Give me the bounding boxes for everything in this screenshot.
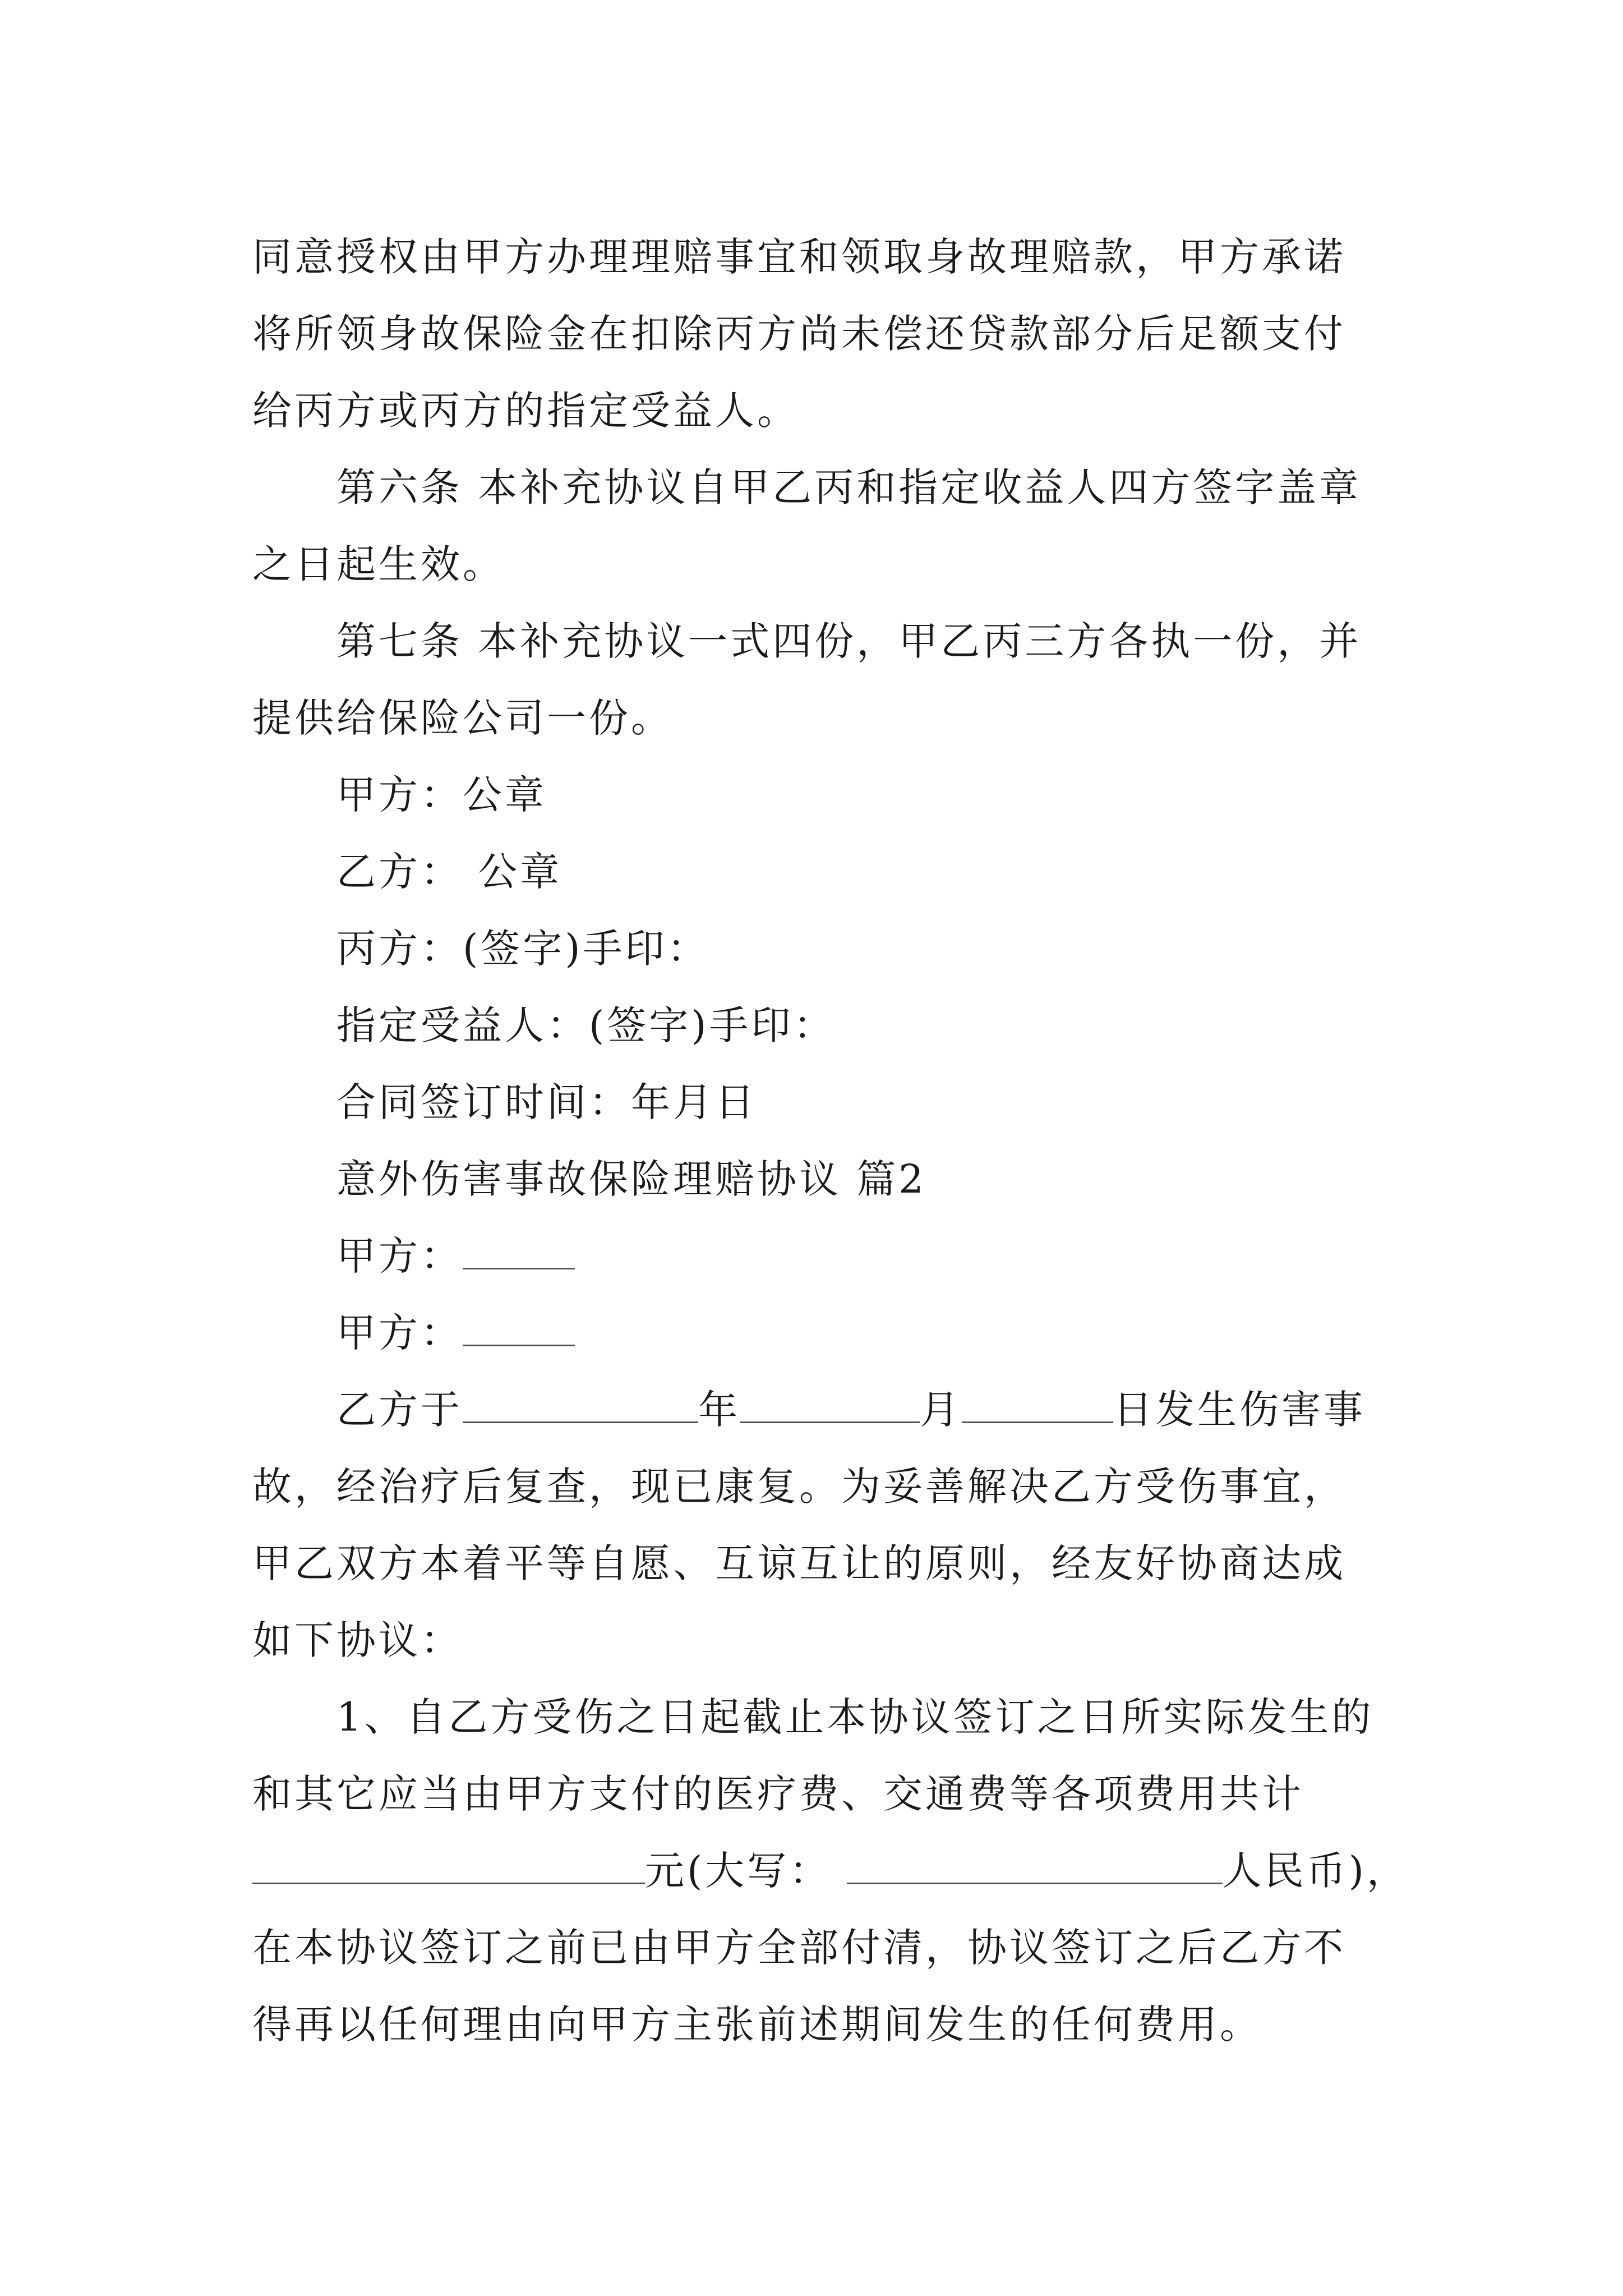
party-a-blank-1 bbox=[463, 1234, 575, 1269]
paragraph-authorization: 同意授权由甲方办理理赔事宜和领取身故理赔款，甲方承诺将所领身故保险金在扣除丙方尚未偿还贷款部分后足额支付给丙方或丙方的指定受益人。 bbox=[252, 234, 1346, 434]
yuan-label: 元(大写： bbox=[645, 1848, 832, 1894]
clause-1-text: 1、自乙方受伤之日起截止本协议签订之日所实际发生的和其它应当由甲方支付的医疗费、交通费等各项费用共计 bbox=[252, 1694, 1374, 1817]
signature-party-b: 乙方： 公章 bbox=[336, 849, 562, 895]
amount-blank bbox=[252, 1849, 645, 1884]
party-a-blank-2 bbox=[463, 1311, 575, 1346]
accident-date-line bbox=[252, 1372, 1385, 1448]
section-heading: 意外伤害事故保险理赔协议 篇2 bbox=[336, 1156, 926, 1202]
paragraph-article-7: 第七条 本补充协议一式四份，甲乙丙三方各执一份，并提供给保险公司一份。 bbox=[252, 618, 1362, 741]
paragraph-article-6: 第六条 本补充协议自甲乙丙和指定收益人四方签字盖章之日起生效。 bbox=[252, 464, 1362, 587]
year-label: 年 bbox=[698, 1387, 740, 1433]
month-label: 月 bbox=[920, 1387, 962, 1433]
party-a-line-1 bbox=[252, 1218, 1385, 1295]
clause-1-amount-line bbox=[252, 1833, 1409, 1910]
clause-1-continuation: 在本协议签订之前已由甲方全部付清，协议签订之后乙方不得再以任何理由向甲方主张前述期间发生的任何费用。 bbox=[252, 1925, 1346, 2047]
signature-party-a: 甲方：公章 bbox=[336, 772, 547, 818]
accident-prefix: 乙方于 bbox=[336, 1387, 463, 1433]
signature-party-c: 丙方：(签字)手印： bbox=[336, 926, 709, 972]
accident-suffix: 日发生伤害事 bbox=[1113, 1387, 1366, 1433]
day-blank bbox=[962, 1388, 1113, 1423]
amount-words-blank bbox=[847, 1849, 1223, 1884]
month-blank bbox=[740, 1388, 920, 1423]
year-blank bbox=[463, 1388, 698, 1423]
party-a-line-2 bbox=[252, 1295, 1385, 1372]
party-a-label-1: 甲方： bbox=[336, 1233, 463, 1279]
rmb-label: 人民币)， bbox=[1222, 1848, 1409, 1894]
signature-beneficiary: 指定受益人：(签字)手印： bbox=[336, 1002, 836, 1048]
party-a-label-2: 甲方： bbox=[336, 1310, 463, 1356]
contract-date: 合同签订时间：年月日 bbox=[336, 1079, 757, 1125]
document-body bbox=[252, 219, 1409, 2063]
accident-description: 故，经治疗后复查，现已康复。为妥善解决乙方受伤事宜，甲乙双方本着平等自愿、互谅互让的原则，经友好协商达成如下协议： bbox=[252, 1464, 1346, 1663]
